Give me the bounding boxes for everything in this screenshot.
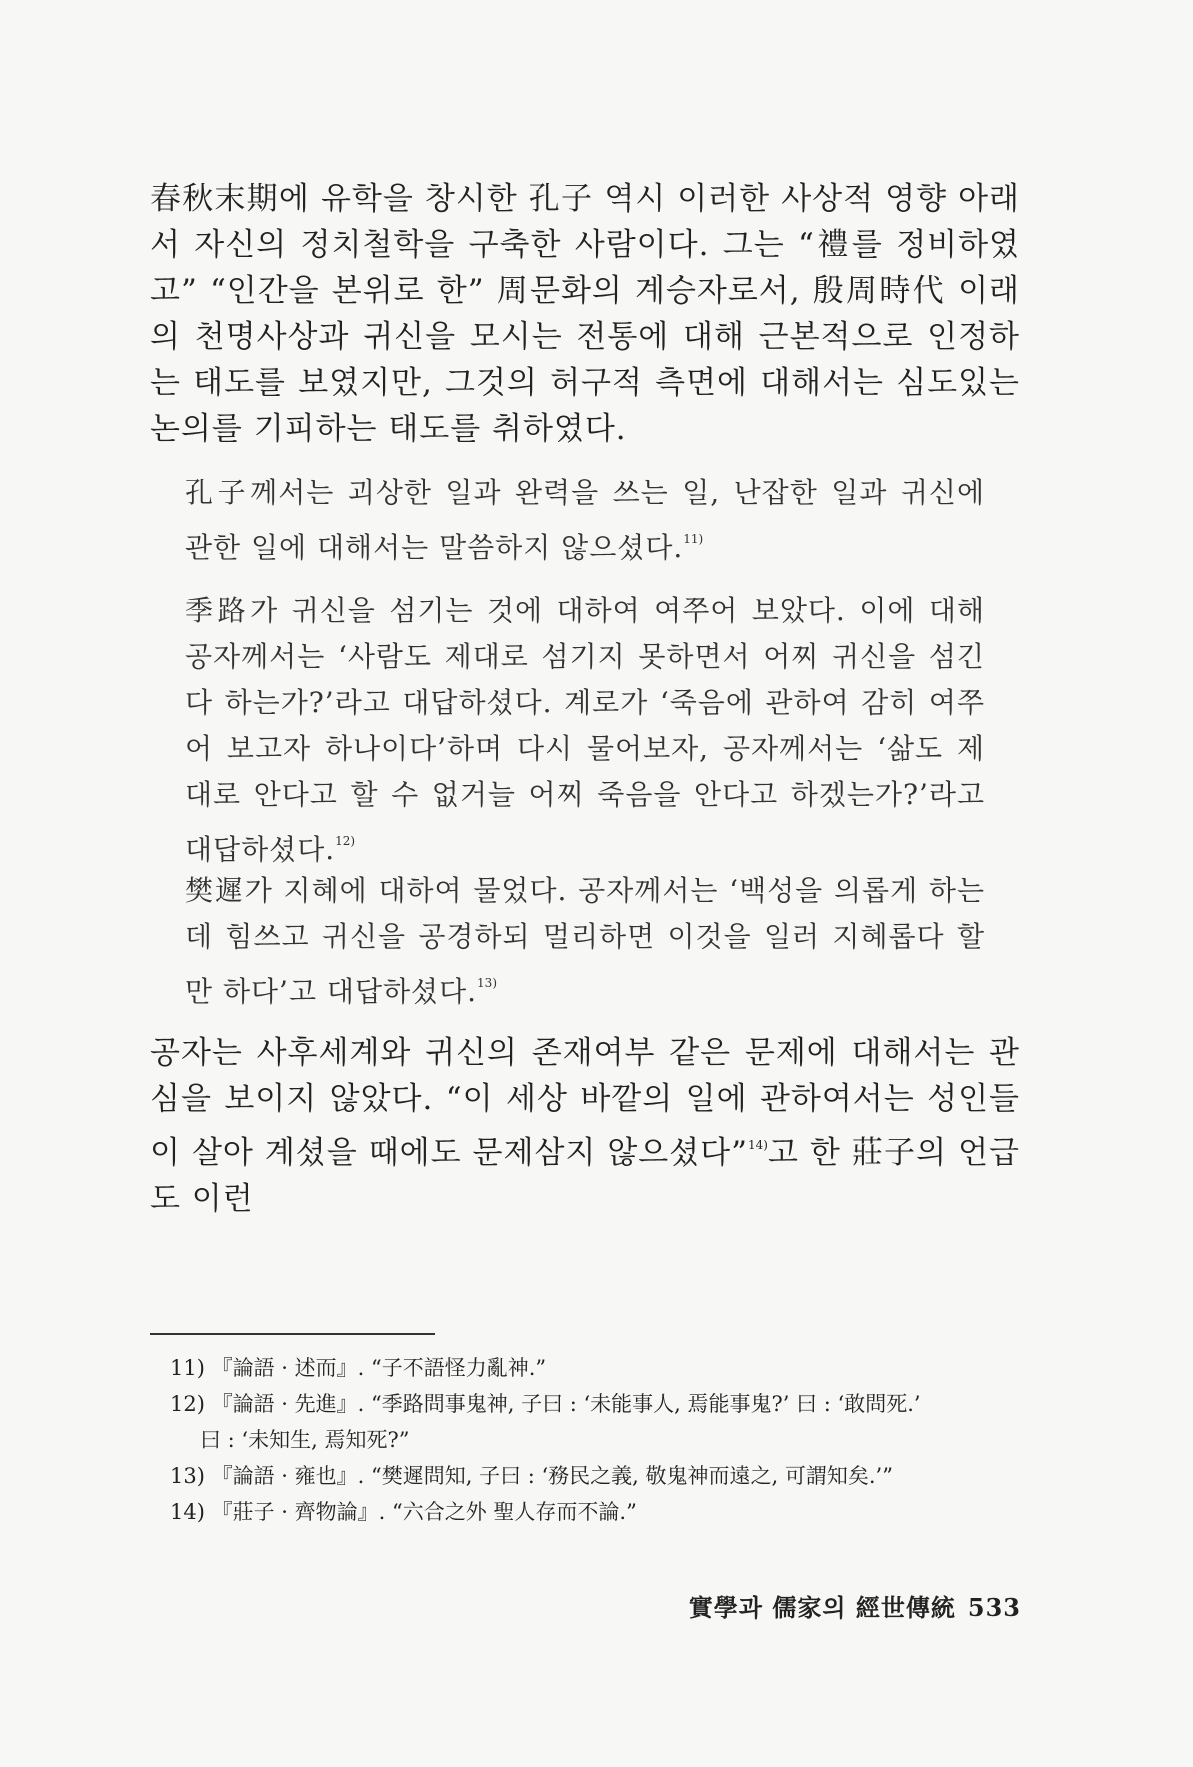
footnote-13 [170, 1458, 1030, 1494]
body-paragraph-1 [150, 176, 1020, 452]
footnote-ref: 11) [683, 532, 704, 546]
footnote-text-cont: 曰 : ‘未知生, 焉知死?” [200, 1428, 410, 1452]
book-title: 實學과 儒家의 經世傳統 [688, 1593, 956, 1622]
footnote-ref: 13) [477, 976, 497, 990]
paragraph-text-cont: 고 한 莊子의 언급도 이런 [150, 1135, 1021, 1217]
footnote-ref: 14) [747, 1138, 768, 1152]
footnote-text: 『莊子 · 齊物論』. “六合之外 聖人存而不論.” [211, 1500, 637, 1524]
footnote-divider [150, 1333, 435, 1335]
block-quote-2 [185, 588, 985, 873]
page-number: 533 [967, 1593, 1021, 1622]
footnote-12 [170, 1386, 1030, 1458]
footnotes [170, 1350, 1030, 1530]
footnote-ref: 12) [335, 834, 356, 848]
quote-text: 樊遲가 지혜에 대하여 물었다. 공자께서는 ‘백성을 의롭게 하는데 힘쓰고 귀신을 공경하되 멀리하면 이것을 일러 지혜롭다 할 만 하다’고 대답하셨다. [185, 874, 985, 1008]
footnote-number: 14) [170, 1500, 205, 1524]
quote-text: 季路가 귀신을 섬기는 것에 대하여 여쭈어 보았다. 이에 대해 공자께서는 ‘사람도 제대로 섬기지 못하면서 어찌 귀신을 섬긴다 하는가?’라고 대답하셨다. 계로가 ‘죽음에 관하여 감히 여쭈어 보고자 하나이다’하며 다시 물어보자, 공자께서는 ‘삶도 제대로 안다고 할 수 없거늘 어찌 죽음을 안다고 하겠는가?’라고 대답하셨다. [185, 594, 985, 866]
footnote-number: 11) [170, 1356, 205, 1380]
block-quote-3 [185, 868, 985, 1015]
block-quote-1 [185, 470, 985, 571]
running-footer [689, 1588, 1021, 1623]
paragraph-text: 春秋末期에 유학을 창시한 孔子 역시 이러한 사상적 영향 아래서 자신의 정치철학을 구축한 사람이다. 그는 “禮를 정비하였고” “인간을 본위로 한” 周문화의 계승자로서, 殷周時代 이래의 천명사상과 귀신을 모시는 전통에 대해 근본적으로 인정하는 태도를 보였지만, 그것의 허구적 측면에 대해서는 심도있는 논의를 기피하는 태도를 취하였다. [150, 181, 1020, 447]
paragraph-text: 공자는 사후세계와 귀신의 존재여부 같은 문제에 대해서는 관심을 보이지 않았다. “이 세상 바깥의 일에 관하여서는 성인들이 살아 계셨을 때에도 문제삼지 않으셨다” [150, 1035, 1020, 1171]
footnote-14 [170, 1494, 1030, 1530]
footnote-number: 13) [170, 1464, 205, 1488]
footnote-11 [170, 1350, 1030, 1386]
footnote-text: 『論語 · 雍也』. “樊遲問知, 子曰 : ‘務民之義, 敬鬼神而遠之, 可謂知矣.’” [211, 1464, 893, 1488]
footnote-text: 『論語 · 述而』. “子不語怪力亂神.” [211, 1356, 547, 1380]
body-paragraph-2 [150, 1030, 1020, 1222]
footnote-number: 12) [170, 1392, 205, 1416]
quote-text: 孔子께서는 괴상한 일과 완력을 쓰는 일, 난잡한 일과 귀신에 관한 일에 대해서는 말씀하지 않으셨다. [185, 476, 985, 564]
footnote-text: 『論語 · 先進』. “季路問事鬼神, 子曰 : ‘未能事人, 焉能事鬼?’ 曰 : ‘敢問死.’ [211, 1392, 921, 1416]
